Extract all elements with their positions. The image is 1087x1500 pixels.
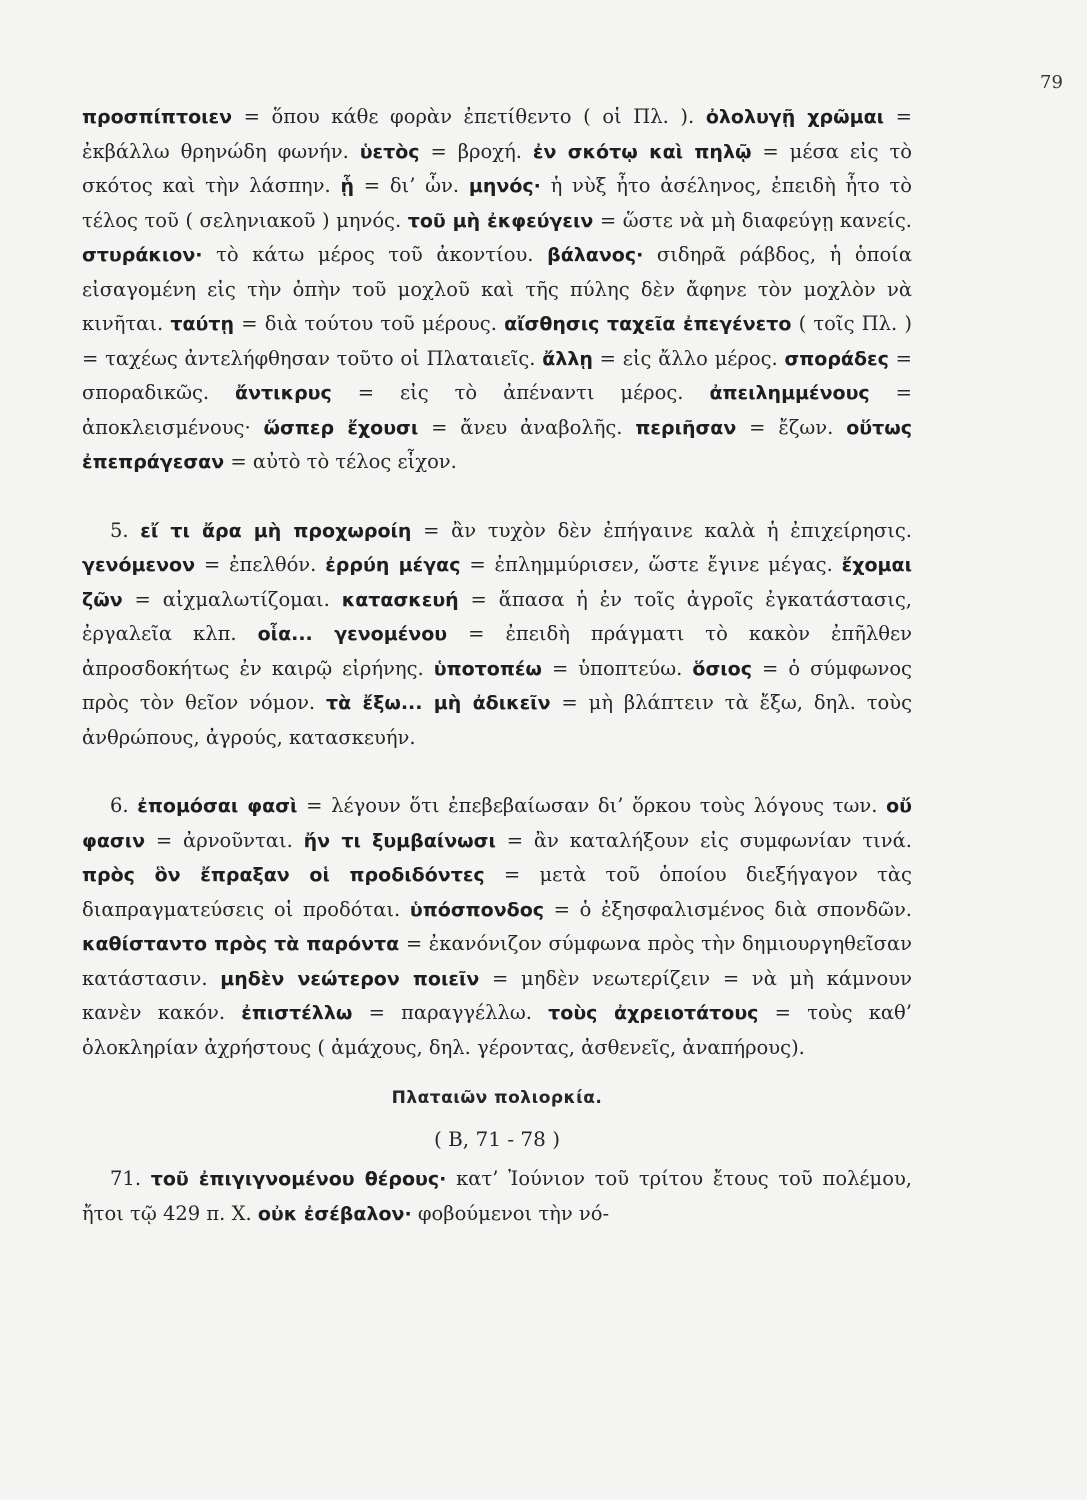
gloss-term: ὑπόσπονδος xyxy=(409,898,545,921)
gloss-term: οὐκ ἐσέβαλον· xyxy=(257,1202,412,1225)
gloss-term: ἔχομαι ζῶν xyxy=(82,554,912,611)
gloss-text: = μὴ βλάπτειν τὰ ἔξω, δηλ. τοὺς ἀνθρώπους, ἀγρούς, κατασκευήν. xyxy=(82,691,912,749)
gloss-text: ( τοῖς Πλ. ) = ταχέως ἀντελήφθησαν τοῦτο οἱ Πλαταιεῖς. xyxy=(82,312,913,370)
gloss-text: φοβούμενοι τὴν νό- xyxy=(411,1201,610,1225)
gloss-term: ὑποτοπέω xyxy=(433,657,542,680)
gloss-text: = βροχή. xyxy=(419,139,533,163)
gloss-term: γενόμενον xyxy=(82,554,196,576)
gloss-text: = ἀποκλεισμένους· xyxy=(82,381,912,439)
gloss-text: = ἐκανόνιζον σύμφωνα πρὸς τὴν δημιουργηθεῖσαν κατάστασιν. xyxy=(82,932,912,990)
gloss-term: πρὸς ὃν ἔπραξαν οἱ προδιδόντες xyxy=(82,864,485,886)
gloss-text: = ἐπελθόν. xyxy=(195,553,326,576)
gloss-text: = δι’ ὧν. xyxy=(353,174,469,197)
gloss-text: = εἰς ἄλλο μέρος. xyxy=(592,346,785,370)
gloss-term: ἐν σκότῳ καὶ πηλῷ xyxy=(532,140,752,163)
gloss-term: ᾗ xyxy=(340,175,354,197)
gloss-term: οἷα... γενομένου xyxy=(257,623,448,645)
gloss-term: περιῆσαν xyxy=(635,416,737,439)
gloss-text: = ἔζων. xyxy=(736,415,847,439)
gloss-text: κατ’ Ἰούνιον τοῦ τρίτου ἔτους τοῦ πολέμου, ἤτοι τῷ 429 π. Χ. xyxy=(82,1167,912,1225)
gloss-paragraph-6 xyxy=(82,789,912,1065)
gloss-text: = παραγγέλλω. xyxy=(352,1001,549,1024)
gloss-paragraph-5 xyxy=(82,514,912,756)
gloss-term: σποράδες xyxy=(784,347,889,370)
gloss-text: 6. xyxy=(110,794,138,817)
gloss-term: ὑετὸς xyxy=(359,140,420,163)
gloss-term: αἴσθησις ταχεῖα ἐπεγένετο xyxy=(504,313,792,335)
gloss-term: προσπίπτοιεν xyxy=(82,106,233,128)
gloss-term: τοῦ ἐπιγιγνομένου θέρους· xyxy=(150,1168,447,1190)
gloss-term: εἴ τι ἄρα μὴ προχωροίη xyxy=(140,519,412,542)
gloss-term: μηνός· xyxy=(468,175,541,197)
gloss-text: 5. xyxy=(110,518,141,542)
paragraph-gap xyxy=(82,755,912,789)
gloss-text: = ὁ σύμφωνος πρὸς τὸν θεῖον νόμον. xyxy=(82,656,912,714)
gloss-term: ὀλολυγῇ χρῶμαι xyxy=(705,106,885,128)
gloss-term: ἤν τι ξυμβαίνωσι xyxy=(303,829,496,852)
gloss-text: = αἰχμαλωτίζομαι. xyxy=(122,587,342,611)
gloss-text: = μηδὲν νεωτερίζειν = νὰ μὴ κάμνουν κανὲν κακόν. xyxy=(82,966,912,1024)
gloss-text: = ἄνευ ἀναβολῆς. xyxy=(418,415,636,439)
gloss-text: = μετὰ τοῦ ὁποίου διεξήγαγον τὰς διαπραγματεύσεις οἱ προδόται. xyxy=(82,863,912,921)
gloss-term: τοῦ μὴ ἐκφεύγειν xyxy=(407,209,594,232)
gloss-paragraph-71 xyxy=(82,1162,912,1231)
gloss-text: = ὥστε νὰ μὴ διαφεύγῃ κανείς. xyxy=(593,208,912,232)
gloss-text: τὸ κάτω μέρος τοῦ ἀκοντίου. xyxy=(202,243,548,266)
gloss-text: = ἐκβάλλω θρηνώδη φωνήν. xyxy=(82,105,912,163)
gloss-term: ἐπιστέλλω xyxy=(241,1002,353,1024)
section-heading: Πλαταιῶν πολιορκία. xyxy=(391,1088,603,1108)
section-reference: ( Β, 71 - 78 ) xyxy=(433,1126,561,1151)
gloss-text: 71. xyxy=(110,1167,151,1190)
gloss-text: = ἐπειδὴ πράγματι τὸ κακὸν ἐπῆλθεν ἀπροσδοκήτως ἐν καιρῷ εἰρήνης. xyxy=(82,622,912,680)
gloss-text: = ἂν καταλήξουν εἰς συμφωνίαν τινά. xyxy=(495,828,912,852)
gloss-text: = τοὺς καθ’ ὁλοκληρίαν ἀχρήστους ( ἀμάχους, δηλ. γέροντας, ἀσθενεῖς, ἀναπήρους). xyxy=(82,1001,913,1059)
gloss-term: οὕτως ἐπεπράγεσαν xyxy=(82,416,912,473)
gloss-text: = σποραδικῶς. xyxy=(82,346,912,404)
gloss-text: ἡ νὺξ ἦτο ἀσέληνος, ἐπειδὴ ἦτο τὸ τέλος τοῦ ( σεληνιακοῦ ) μηνός. xyxy=(82,174,913,232)
gloss-text: = διὰ τούτου τοῦ μέρους. xyxy=(234,312,505,335)
gloss-term: κατασκευή xyxy=(341,588,459,611)
gloss-text: = ἀρνοῦνται. xyxy=(145,828,304,852)
gloss-term: ὥσπερ ἔχουσι xyxy=(263,416,419,439)
gloss-term: στυράκιον· xyxy=(82,244,203,266)
gloss-text: = μέσα εἰς τὸ σκότος καὶ τὴν λάσπην. xyxy=(82,139,912,197)
gloss-text: σιδηρᾶ ράβδος, ἡ ὁποία εἰσαγομένη εἰς τὴν ὀπὴν τοῦ μοχλοῦ καὶ τῆς πύλης δὲν ἄφηνε τὸν μοχλὸν νὰ κινῆται. xyxy=(82,243,912,335)
gloss-text: = αὐτὸ τὸ τέλος εἶχον. xyxy=(224,450,457,473)
gloss-text: = ἅπασα ἡ ἐν τοῖς ἀγροῖς ἐγκατάστασις, ἐργαλεῖα κλπ. xyxy=(82,587,913,645)
gloss-text: = ἂν τυχὸν δὲν ἐπήγαινε καλὰ ἡ ἐπιχείρησις. xyxy=(411,518,913,542)
gloss-term: βάλανος· xyxy=(547,244,644,266)
gloss-term: ἄλλῃ xyxy=(542,347,593,370)
gloss-term: ἄντικρυς xyxy=(235,382,332,404)
gloss-term: ἐρρύη μέγας xyxy=(325,554,461,576)
gloss-term: ἀπειλημμένους xyxy=(709,382,870,404)
gloss-text: = ὅπου κάθε φορὰν ἐπετίθεντο ( οἱ Πλ. ). xyxy=(232,105,706,128)
gloss-text: = ἐπλημμύρισεν, ὥστε ἔγινε μέγας. xyxy=(460,553,842,576)
page-number: 79 xyxy=(1040,72,1063,93)
paragraph-gap xyxy=(82,480,912,514)
gloss-text: = εἰς τὸ ἀπέναντι μέρος. xyxy=(331,381,710,404)
gloss-term: τοὺς ἀχρειοτάτους xyxy=(548,1002,759,1024)
gloss-term: ταύτῃ xyxy=(170,313,235,335)
gloss-paragraph-1 xyxy=(82,100,912,480)
gloss-text: = ὑποπτεύω. xyxy=(541,656,693,680)
page-body xyxy=(82,100,912,1231)
gloss-term: τὰ ἔξω... μὴ ἀδικεῖν xyxy=(326,692,551,714)
gloss-text: = λέγουν ὅτι ἐπεβεβαίωσαν δι’ ὅρκου τοὺς λόγους των. xyxy=(297,794,887,817)
gloss-term: ὅσιος xyxy=(692,657,752,680)
gloss-text: = ὁ ἐξησφαλισμένος διὰ σπονδῶν. xyxy=(544,897,912,921)
gloss-term: καθίσταντο πρὸς τὰ παρόντα xyxy=(82,933,400,955)
gloss-term: ἐπομόσαι φασὶ xyxy=(137,795,298,817)
gloss-term: μηδὲν νεώτερον ποιεῖν xyxy=(220,967,480,990)
gloss-term: οὔ φασιν xyxy=(82,795,913,852)
